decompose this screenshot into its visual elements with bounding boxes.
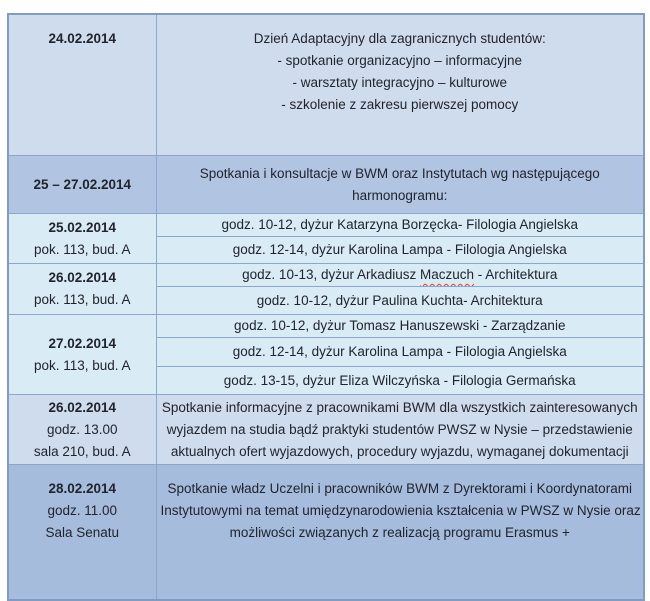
time-text: godz. 11.00 bbox=[47, 503, 118, 518]
date-text: 24.02.2014 bbox=[48, 31, 117, 46]
row-adaptation-day bbox=[8, 14, 644, 156]
date-cell-adaptation bbox=[8, 14, 156, 156]
date-text: 25 – 27.02.2014 bbox=[33, 176, 132, 192]
location-text: pok. 113, bud. A bbox=[33, 292, 131, 307]
event-line: Spotkanie władz Uczelni i pracowników BWM z Dyrektorami i Koordynatorami bbox=[167, 481, 632, 496]
duty-slot-text bbox=[161, 264, 640, 286]
duty-slot-text: godz. 10-12, dyżur Katarzyna Borzęcka- Filologia Angielska bbox=[221, 217, 578, 232]
row-day2-slot1 bbox=[8, 264, 644, 287]
event-cell-info-meeting bbox=[156, 395, 644, 465]
event-cell-adaptation bbox=[156, 14, 644, 156]
date-cell-day1 bbox=[8, 214, 156, 264]
date-cell-day2 bbox=[8, 264, 156, 315]
date-text: 28.02.2014 bbox=[48, 481, 117, 496]
time-text: godz. 13.00 bbox=[46, 421, 118, 437]
location-text: pok. 113, bud. A bbox=[33, 357, 131, 373]
location-text: pok. 113, bud. A bbox=[33, 241, 131, 257]
date-cell-authorities bbox=[8, 465, 156, 601]
event-line: wyjazdem na studia bądź praktyki studentów PWSZ w Nysie – przedstawienie bbox=[166, 421, 633, 437]
duty-slot-cell bbox=[156, 264, 644, 287]
date-cell-consultations bbox=[8, 156, 156, 214]
event-line: Dzień Adaptacyjny dla zagranicznych studentów: bbox=[253, 31, 546, 46]
event-line: Spotkania i konsultacje w BWM oraz Instytutach wg następującego bbox=[199, 165, 600, 181]
duty-slot-text: godz. 13-15, dyżur Eliza Wilczyńska - Filologia Germańska bbox=[223, 372, 576, 388]
event-line: Spotkanie informacyjne z pracownikami BWM dla wszystkich zainteresowanych bbox=[161, 399, 638, 415]
date-text: 26.02.2014 bbox=[48, 270, 117, 285]
duty-slot-cell bbox=[156, 237, 644, 264]
duty-slot-cell bbox=[156, 338, 644, 367]
event-cell-authorities bbox=[156, 465, 644, 601]
duty-slot-cell bbox=[156, 287, 644, 315]
row-day1-slot1 bbox=[8, 214, 644, 237]
event-line: aktualnych ofert wyjazdowych, procedury wyjazdu, wymaganej dokumentacji bbox=[170, 443, 629, 459]
duty-slot-prefix: godz. 10-13, dyżur Arkadiusz bbox=[242, 267, 421, 282]
event-line: harmonogramu: bbox=[352, 187, 448, 203]
schedule-table bbox=[7, 13, 645, 601]
event-line: - szkolenie z zakresu pierwszej pomocy bbox=[281, 97, 519, 112]
event-line: - spotkanie organizacyjno – informacyjne bbox=[277, 53, 523, 68]
row-consultations-header bbox=[8, 156, 644, 214]
duty-slot-text: godz. 12-14, dyżur Karolina Lampa - Filologia Angielska bbox=[232, 344, 567, 359]
duty-slot-text: godz. 10-12, dyżur Paulina Kuchta- Architektura bbox=[256, 292, 543, 308]
duty-slot-cell bbox=[156, 214, 644, 237]
row-info-meeting bbox=[8, 395, 644, 465]
date-text: 25.02.2014 bbox=[48, 219, 117, 235]
row-authorities-meeting bbox=[8, 465, 644, 601]
date-text: 27.02.2014 bbox=[48, 335, 117, 351]
duty-slot-suffix: - Architektura bbox=[474, 267, 558, 282]
duty-slot-text: godz. 10-12, dyżur Tomasz Hanuszewski - Zarządzanie bbox=[234, 318, 566, 333]
misspelled-word: Maczuch bbox=[420, 267, 475, 282]
duty-slot-cell bbox=[156, 315, 644, 338]
duty-slot-cell bbox=[156, 367, 644, 395]
date-cell-info-meeting bbox=[8, 395, 156, 465]
event-line: - warsztaty integracyjno – kulturowe bbox=[292, 75, 508, 90]
event-line: możliwości związanych z realizacją programu Erasmus + bbox=[229, 525, 570, 540]
event-line: Instytutowymi na temat umiędzynarodowienia kształcenia w PWSZ w Nysie oraz bbox=[160, 503, 641, 518]
date-text: 26.02.2014 bbox=[48, 399, 117, 415]
date-cell-day3 bbox=[8, 315, 156, 395]
location-text: Sala Senatu bbox=[45, 525, 120, 540]
location-text: sala 210, bud. A bbox=[33, 443, 131, 459]
duty-slot-text: godz. 12-14, dyżur Karolina Lampa - Filologia Angielska bbox=[232, 242, 567, 257]
event-cell-consultations bbox=[156, 156, 644, 214]
row-day3-slot1 bbox=[8, 315, 644, 338]
